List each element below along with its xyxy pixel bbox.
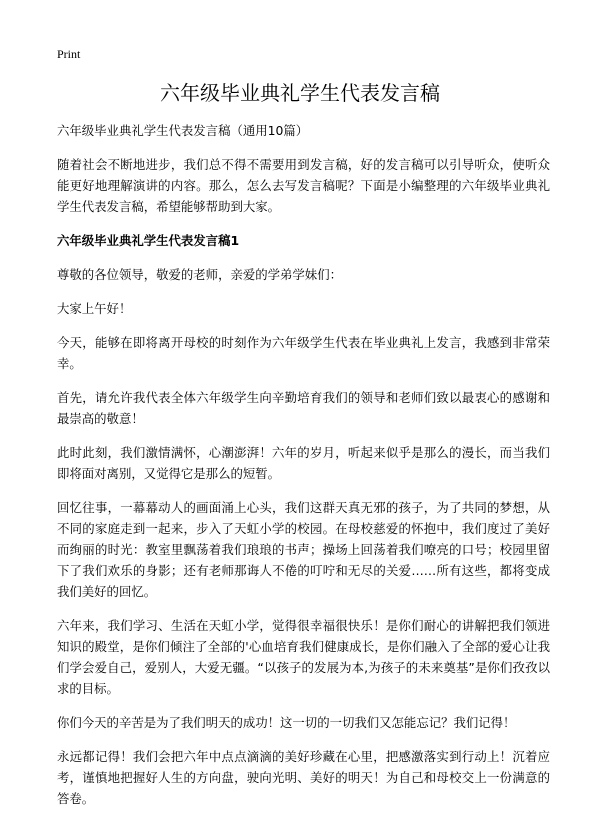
document-title: 六年级毕业典礼学生代表发言稿 xyxy=(160,81,440,105)
document-subtitle: 六年级毕业典礼学生代表发言稿（通用10篇） xyxy=(57,123,309,138)
paragraph-thanks: 首先，请允许我代表全体六年级学生向辛勤培育我们的领导和老师们致以最衷心的感谢和最崇高的敬意！ xyxy=(57,390,550,426)
intro-paragraph: 随着社会不断地进步，我们总不得不需要用到发言稿，好的发言稿可以引导听众，使听众能更好地理解演讲的内容。那么，怎么去写发言稿呢？下面是小编整理的六年级毕业典礼学生代表发言稿，希望能够帮助到大家。 xyxy=(57,157,550,214)
paragraph-greeting: 尊敬的各位领导，敬爱的老师，亲爱的学弟学妹们： xyxy=(57,267,342,282)
paragraph-gratitude: 六年来，我们学习、生活在天虹小学，觉得很幸福很快乐！是你们耐心的讲解把我们领进知识的殿堂，是你们倾注了全部的'心血培育我们健康成长，是你们融入了全部的爱心让我们学会爱自己，爱别人，大爱无疆。“以孩子的发展为本,为孩子的未来奠基”是你们孜孜以求的目标。 xyxy=(57,618,550,696)
document-body xyxy=(57,120,550,822)
section-heading: 六年级毕业典礼学生代表发言稿1 xyxy=(57,233,240,248)
paragraph-memories: 回忆往事，一幕幕动人的画面涌上心头，我们这群天真无邪的孩子，为了共同的梦想，从不同的家庭走到一起来，步入了天虹小学的校园。在母校慈爱的怀抱中，我们度过了美好而绚丽的时光：教室里飘荡着我们琅琅的书声；操场上回荡着我们嘹亮的口号；校园里留下了我们欢乐的身影；还有老师那诲人不倦的叮咛和无尽的关爱……所有这些，都将变成我们美好的回忆。 xyxy=(57,500,550,599)
paragraph-forever: 永远都记得！我们会把六年中点点滴滴的美好珍藏在心里，把感激落实到行动上！沉着应考，谨慎地把握好人生的方向盘，驶向光明、美好的明天！为自己和母校交上一份满意的答卷。 xyxy=(57,749,550,806)
paragraph-emotion: 此时此刻，我们激情满怀，心潮澎湃！六年的岁月，听起来似乎是那么的漫长，而当我们即将面对离别，又觉得它是那么的短暂。 xyxy=(57,445,550,481)
paragraph-hello: 大家上午好！ xyxy=(57,301,132,316)
paragraph-honor: 今天，能够在即将离开母校的时刻作为六年级学生代表在毕业典礼上发言，我感到非常荣幸。 xyxy=(57,335,550,371)
print-link[interactable]: Print xyxy=(57,47,81,61)
paragraph-remember: 你们今天的辛苦是为了我们明天的成功！这一切的一切我们又怎能忘记？我们记得！ xyxy=(57,715,516,730)
